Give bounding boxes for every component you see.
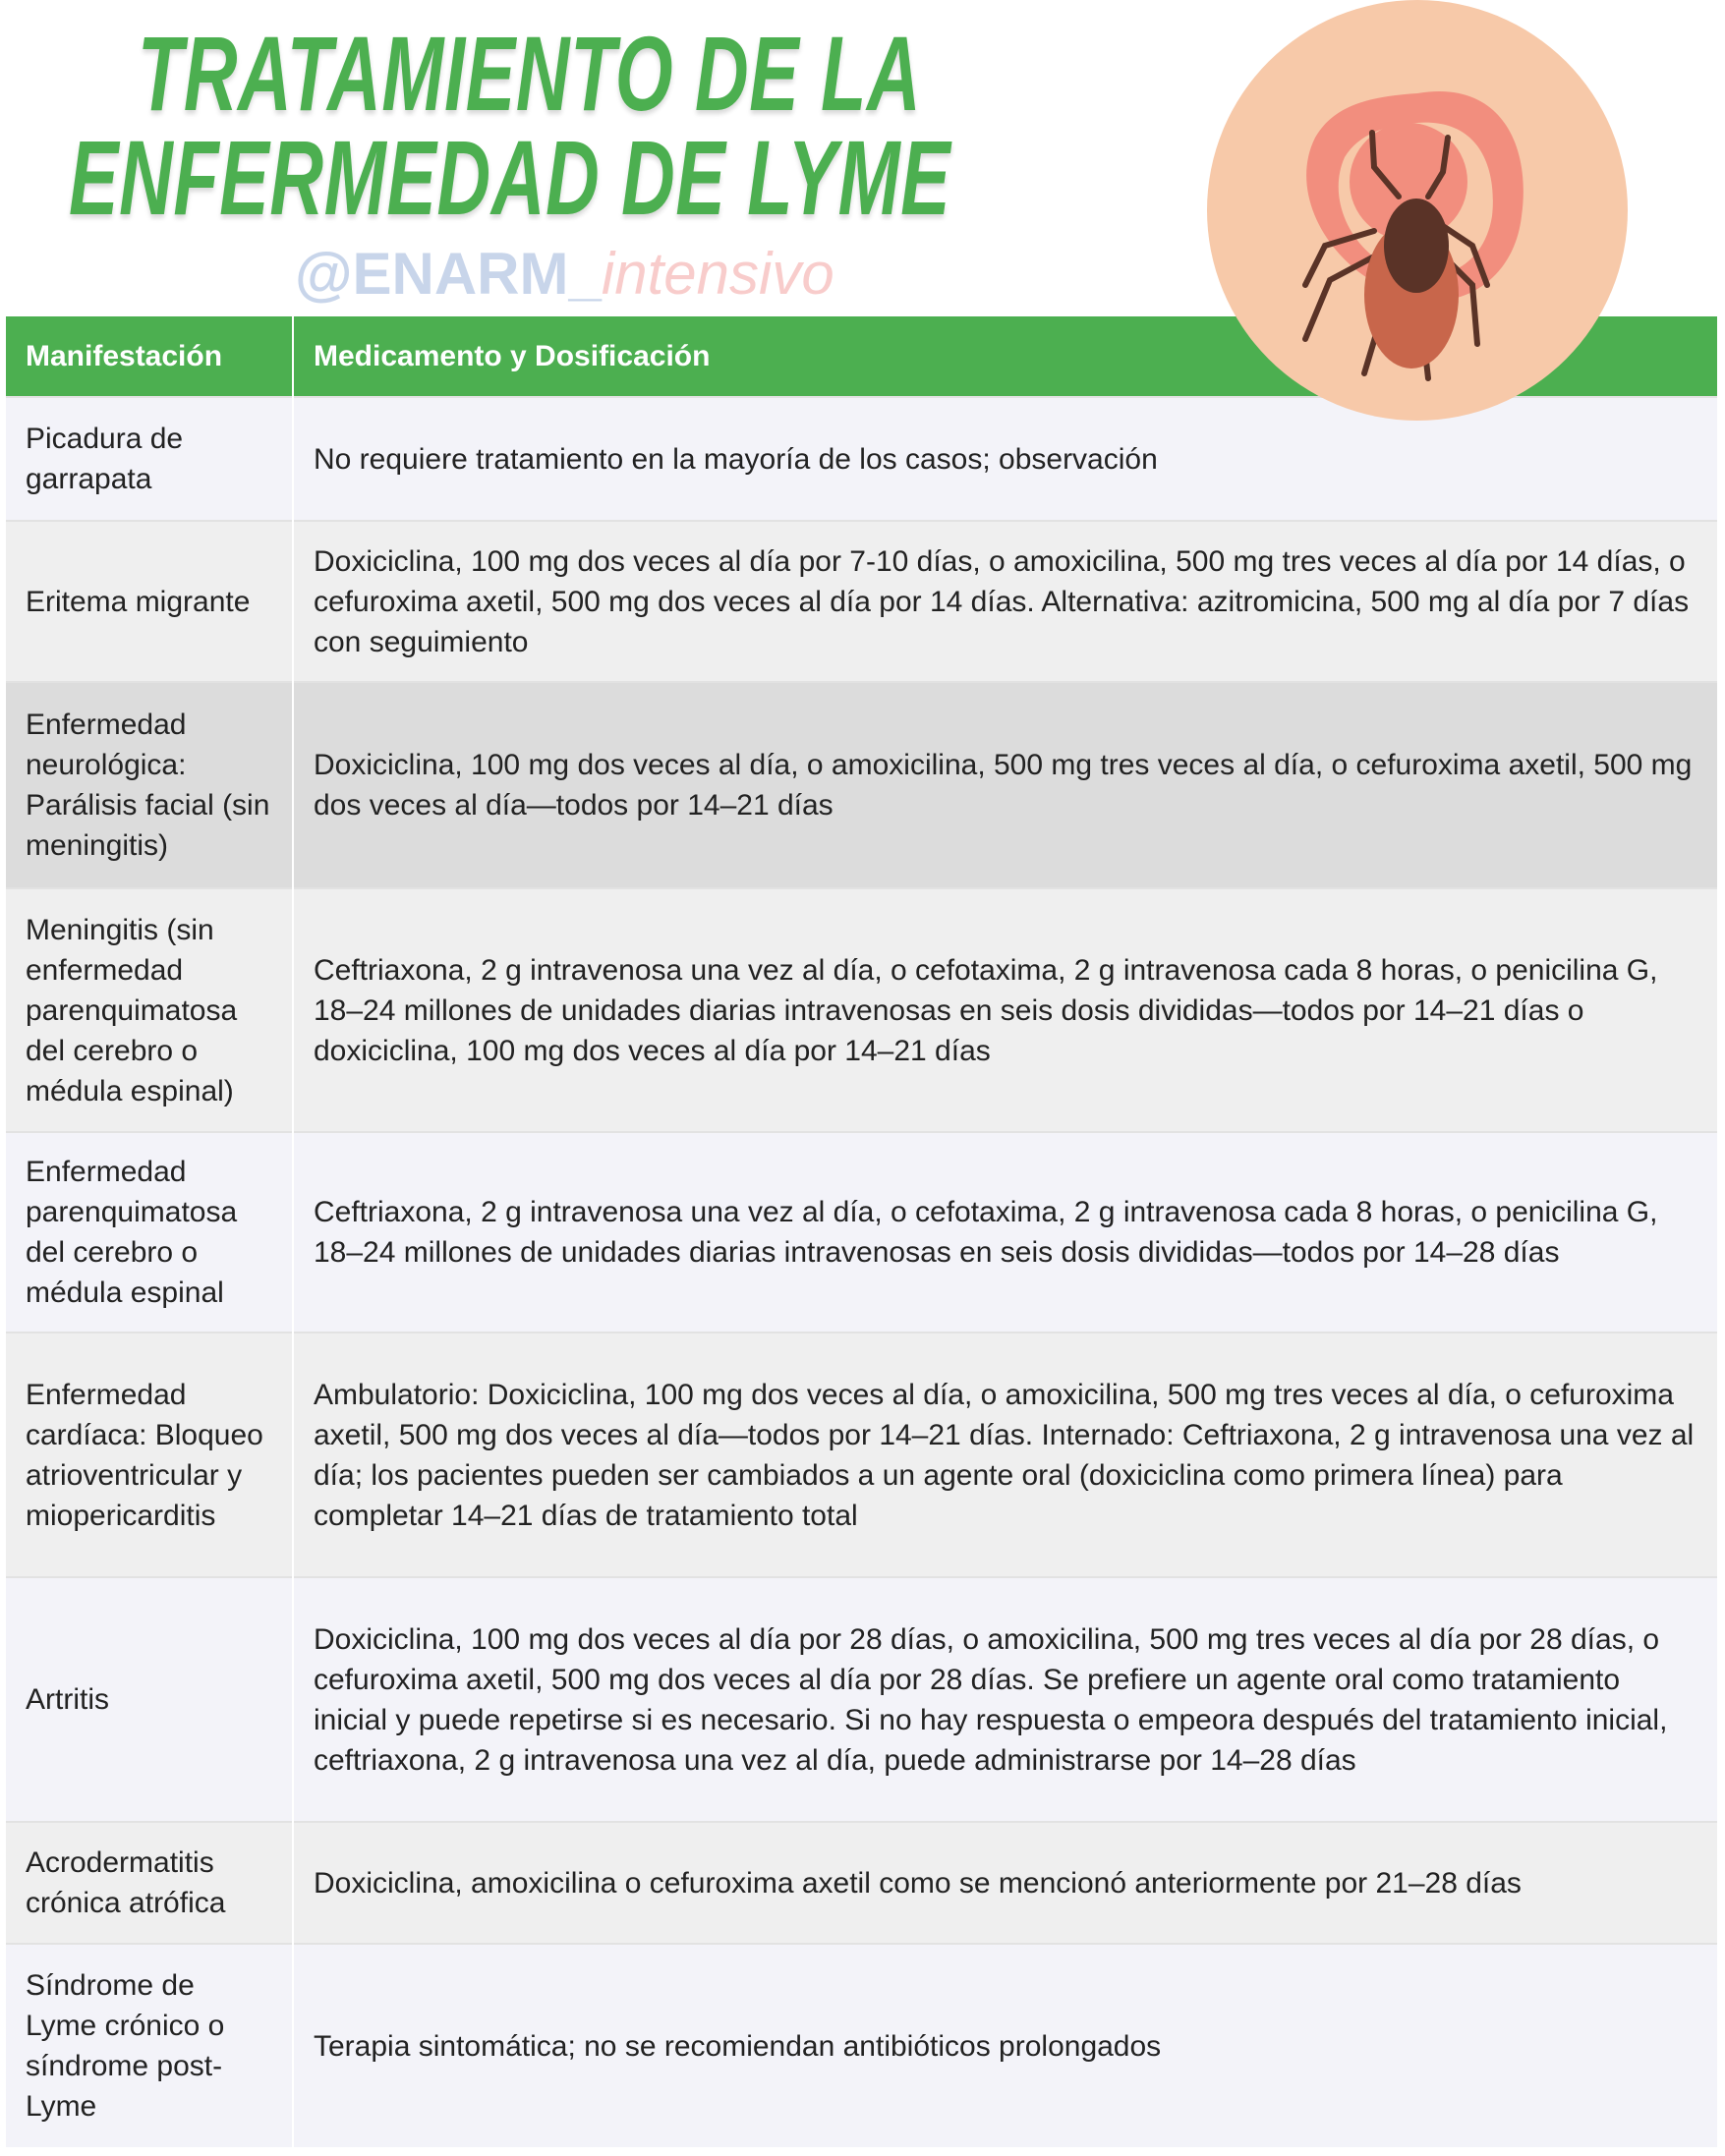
title-line-1: TRATAMIENTO DE LA: [138, 14, 922, 133]
treatment-cell: Doxiciclina, amoxicilina o cefuroxima axetil como se mencionó anteriormente por 21–28 días: [293, 1822, 1717, 1944]
treatment-cell: Ceftriaxona, 2 g intravenosa una vez al día, o cefotaxima, 2 g intravenosa cada 8 horas, o penicilina G, 18–24 millones de unidades diarias intravenosas en seis dosis divididas—todos por 14–28 días: [293, 1132, 1717, 1333]
page-title: [69, 14, 951, 237]
treatment-cell: Ambulatorio: Doxiciclina, 100 mg dos veces al día, o amoxicilina, 500 mg tres veces al día, o cefuroxima axetil, 500 mg dos veces al día—todos por 14–21 días. Internado: Ceftriaxona, 2 g intravenosa una vez al día; los pacientes pueden ser cambiados a un agente oral (doxiciclina como primera línea) para completar 14–21 días de tratamiento total: [293, 1333, 1717, 1577]
treatment-cell: No requiere tratamiento en la mayoría de los casos; observación: [293, 397, 1717, 521]
treatment-cell: Doxiciclina, 100 mg dos veces al día por 7-10 días, o amoxicilina, 500 mg tres veces al día por 14 días, o cefuroxima axetil, 500 mg dos veces al día por 14 días. Alternativa: azitromicina, 500 mg al día por 7 días con seguimiento: [293, 521, 1717, 682]
watermark-logo: [295, 242, 834, 307]
treatment-cell: Terapia sintomática; no se recomiendan antibióticos prolongados: [293, 1944, 1717, 2147]
header-treatment: Medicamento y Dosificación: [293, 316, 1717, 397]
treatment-cell: Doxiciclina, 100 mg dos veces al día por 28 días, o amoxicilina, 500 mg tres veces al día por 28 días, o cefuroxima axetil, 500 mg dos veces al día por 28 días. Se prefiere un agente oral como tratamiento inicial y puede repetirse si es necesario. Si no hay respuesta o empeora después del tratamiento inicial, ceftriaxona, 2 g intravenosa una vez al día, puede administrarse por 14–28 días: [293, 1577, 1717, 1822]
manifestation-cell: Eritema migrante: [6, 521, 293, 682]
manifestation-cell: Enfermedad neurológica: Parálisis facial (sin meningitis): [6, 682, 293, 888]
table-row: [6, 1822, 1717, 1944]
table-row: [6, 1333, 1717, 1577]
title-line-2: ENFERMEDAD DE LYME: [69, 118, 951, 237]
manifestation-cell: Enfermedad cardíaca: Bloqueo atrioventricular y miopericarditis: [6, 1333, 293, 1577]
manifestation-cell: Síndrome de Lyme crónico o síndrome post-Lyme: [6, 1944, 293, 2147]
treatment-cell: Ceftriaxona, 2 g intravenosa una vez al día, o cefotaxima, 2 g intravenosa cada 8 horas, o penicilina G, 18–24 millones de unidades diarias intravenosas en seis dosis divididas—todos por 14–21 días o doxiciclina, 100 mg dos veces al día por 14–21 días: [293, 888, 1717, 1132]
treatment-cell: Doxiciclina, 100 mg dos veces al día, o amoxicilina, 500 mg tres veces al día, o cefuroxima axetil, 500 mg dos veces al día—todos por 14–21 días: [293, 682, 1717, 888]
table-row: [6, 1944, 1717, 2147]
tick-body-icon: [1384, 199, 1449, 293]
table-row: [6, 888, 1717, 1132]
manifestation-cell: Enfermedad parenquimatosa del cerebro o médula espinal: [6, 1132, 293, 1333]
table-row: [6, 1132, 1717, 1333]
manifestation-cell: Picadura de garrapata: [6, 397, 293, 521]
manifestation-cell: Meningitis (sin enfermedad parenquimatosa del cerebro o médula espinal): [6, 888, 293, 1132]
table-row: [6, 682, 1717, 888]
tick-bite-illustration: [1207, 0, 1628, 421]
manifestation-cell: Acrodermatitis crónica atrófica: [6, 1822, 293, 1944]
watermark-brand: @ENARM_: [295, 241, 602, 307]
table-row: [6, 1577, 1717, 1822]
manifestation-cell: Artritis: [6, 1577, 293, 1822]
treatment-table: [6, 316, 1717, 2147]
watermark-suffix: intensivo: [601, 241, 834, 307]
header-manifestation: Manifestación: [6, 316, 293, 397]
table-row: [6, 521, 1717, 682]
